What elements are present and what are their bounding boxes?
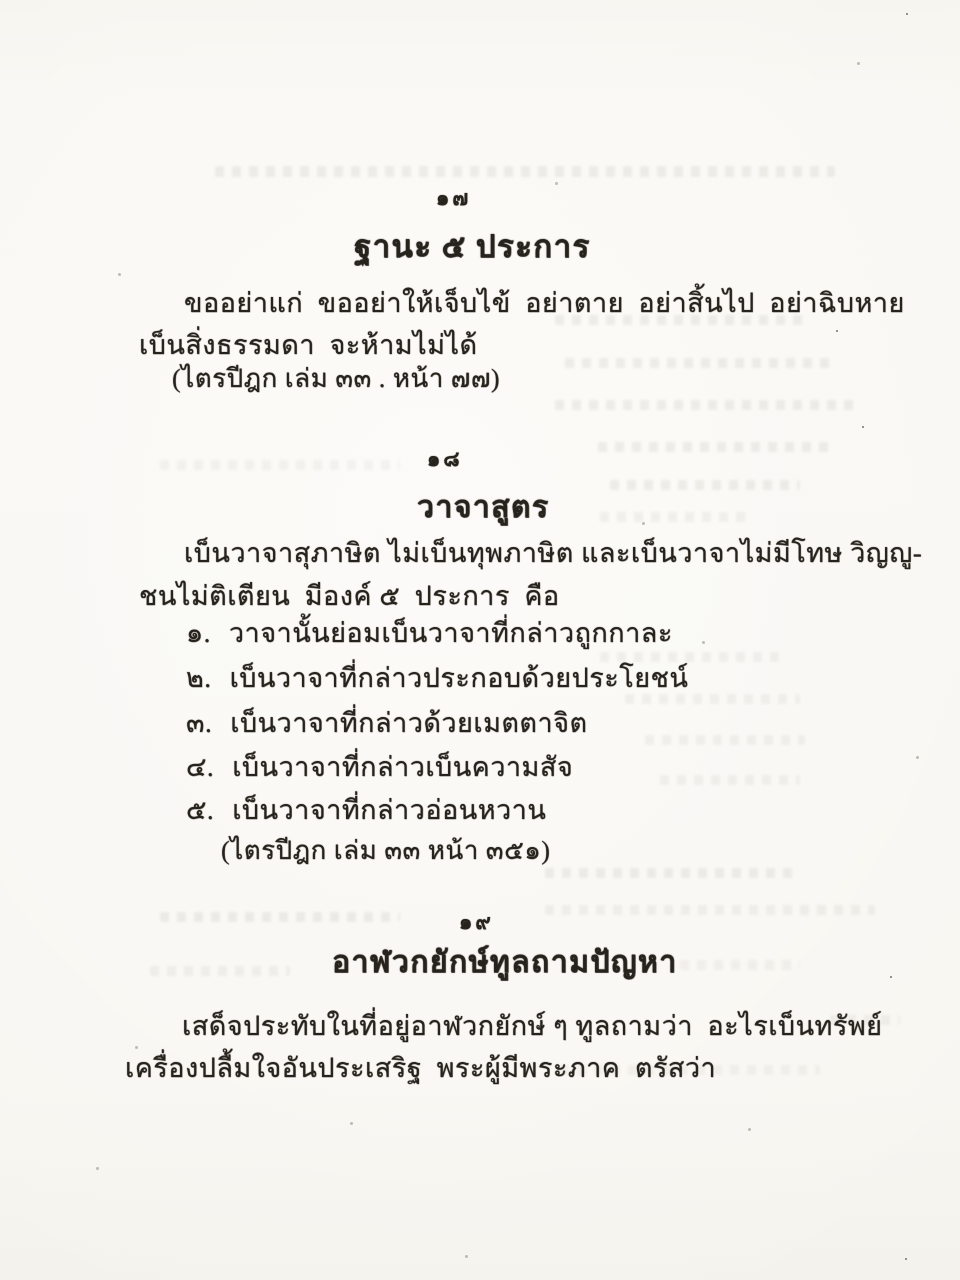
list-item-text: เบ็นวาจาที่กล่าวอ่อนหวาน bbox=[232, 795, 547, 825]
list-item-number: ๕. bbox=[186, 795, 215, 825]
paper-speck bbox=[96, 1167, 99, 1170]
bleedthrough-artifact bbox=[610, 480, 800, 490]
paragraph-line: เบ็นสิ่งธรรมดา จะห้ามไม่ได้ bbox=[139, 330, 478, 360]
paragraph-line: เครื่องปลื้มใจอันประเสริฐ พระผู้มีพระภาค ตรัสว่า bbox=[125, 1053, 717, 1083]
bleedthrough-artifact bbox=[150, 966, 290, 976]
bleedthrough-artifact bbox=[545, 905, 875, 915]
bleedthrough-artifact bbox=[645, 735, 805, 745]
list-item-number: ๔. bbox=[186, 752, 215, 782]
list-item-number: ๓. bbox=[186, 708, 213, 738]
bleedthrough-artifact bbox=[160, 912, 400, 922]
paper-speck bbox=[135, 1046, 138, 1049]
paper-speck bbox=[748, 1128, 751, 1131]
section-heading-18: วาจาสูตร bbox=[417, 491, 550, 524]
list-item bbox=[186, 617, 673, 651]
paper-speck bbox=[906, 13, 908, 15]
bleedthrough-artifact bbox=[215, 166, 835, 177]
bleedthrough-artifact bbox=[680, 960, 800, 970]
paper-speck bbox=[836, 330, 838, 332]
section-heading-19: อาฬวกยักษ์ทูลถามปัญหา bbox=[332, 946, 678, 979]
tripitaka-citation: (ไตรปีฎก เล่ม ๓๓ . หน้า ๗๗) bbox=[172, 364, 501, 393]
list-item-number: ๒. bbox=[186, 663, 212, 693]
bleedthrough-artifact bbox=[660, 775, 800, 785]
paper-speck bbox=[642, 522, 645, 525]
paper-speck bbox=[118, 273, 121, 276]
paper-speck bbox=[905, 1258, 907, 1260]
tripitaka-citation: (ไตรปีฎก เล่ม ๓๓ หน้า ๓๕๑) bbox=[221, 836, 551, 865]
bleedthrough-artifact bbox=[545, 868, 800, 878]
paper-speck bbox=[702, 641, 705, 644]
paper-speck bbox=[916, 756, 919, 759]
section-heading-17: ฐานะ ๕ ประการ bbox=[354, 229, 591, 264]
bleedthrough-artifact bbox=[600, 512, 750, 522]
paragraph-line: ขออย่าแก่ ขออย่าให้เจ็บไข้ อย่าตาย อย่าสิ้นไป อย่าฉิบหาย bbox=[184, 288, 905, 318]
paper-speck bbox=[350, 1122, 353, 1125]
list-item bbox=[186, 794, 546, 828]
list-item-number: ๑. bbox=[186, 618, 211, 648]
bleedthrough-artifact bbox=[565, 358, 830, 368]
paper-speck bbox=[862, 426, 864, 428]
bleedthrough-artifact bbox=[598, 442, 833, 452]
paper-speck bbox=[465, 1255, 468, 1258]
list-item-text: เบ็นวาจาที่กล่าวด้วยเมตตาจิต bbox=[230, 708, 588, 738]
list-item bbox=[186, 662, 688, 696]
bleedthrough-artifact bbox=[555, 400, 855, 410]
paragraph-line: เสด็จประทับในที่อยู่อาฬวกยักษ์ ๆ ทูลถามว่า อะไรเบ็นทรัพย์ bbox=[182, 1011, 883, 1041]
paragraph-line: ชนไม่ติเตียน มีองค์ ๕ ประการ คือ bbox=[139, 581, 560, 611]
section-number-18: ๑๘ bbox=[427, 447, 463, 471]
list-item bbox=[186, 707, 588, 741]
paper-speck bbox=[555, 182, 558, 185]
paragraph-line: เบ็นวาจาสุภาษิต ไม่เบ็นทุพภาษิต และเบ็นวาจาไม่มีโทษ วิญญู- bbox=[184, 538, 923, 568]
paper-speck bbox=[890, 976, 892, 978]
list-item-text: เบ็นวาจาที่กล่าวประกอบด้วยประโยชน์ bbox=[229, 663, 689, 693]
list-item-text: วาจานั้นย่อมเบ็นวาจาที่กล่าวถูกกาละ bbox=[228, 618, 673, 648]
list-item-text: เบ็นวาจาที่กล่าวเบ็นความสัจ bbox=[232, 752, 574, 782]
bleedthrough-artifact bbox=[600, 652, 785, 662]
list-item bbox=[186, 751, 573, 785]
bleedthrough-artifact bbox=[160, 460, 400, 470]
section-number-19: ๑๙ bbox=[459, 910, 494, 934]
paper-speck bbox=[857, 62, 860, 65]
section-number-17: ๑๗ bbox=[436, 186, 472, 210]
